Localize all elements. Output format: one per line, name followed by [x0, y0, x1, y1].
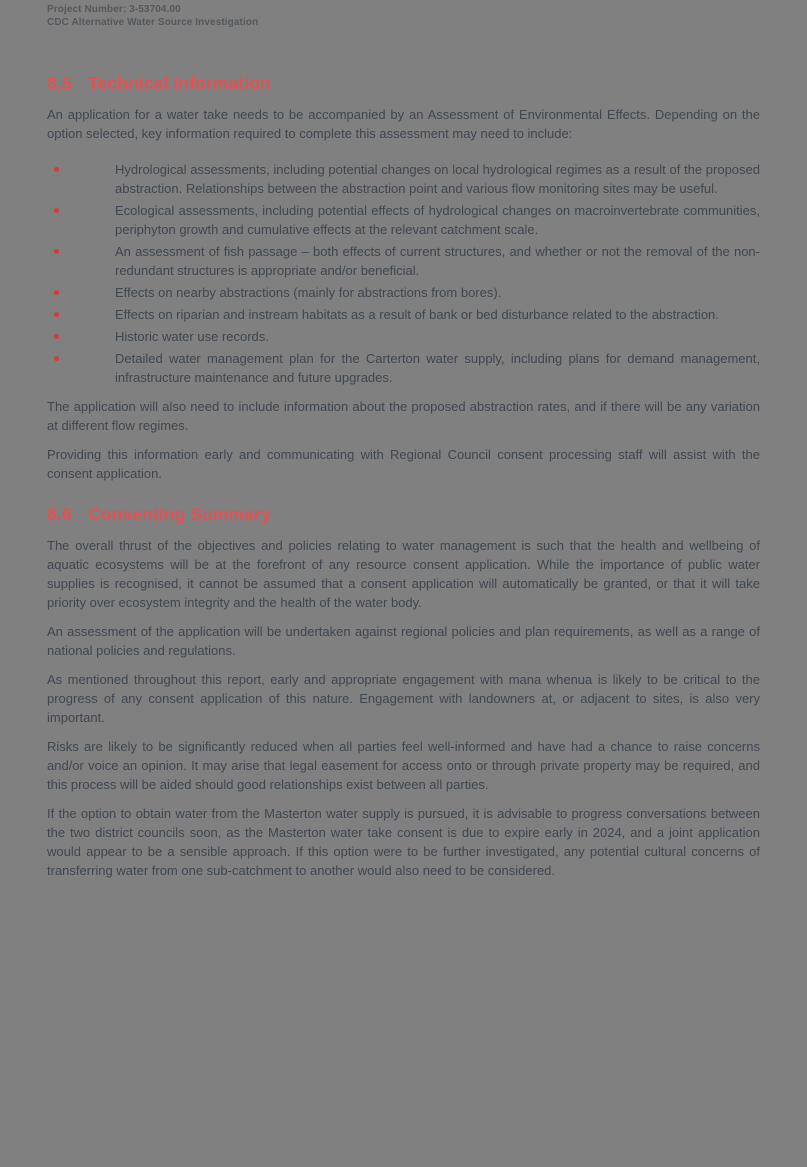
project-number: Project Number: 3-53704.00: [47, 4, 181, 15]
paragraph: Risks are likely to be significantly reduced when all parties feel well-informed and have had a chance to raise concerns and/or voice an opinion. It may arise that legal easement for access onto or through private property may be required, and this process will be aided should good relationships exist between all parties.: [47, 739, 760, 792]
bullet-list: [47, 160, 760, 387]
paragraph: Providing this information early and communicating with Regional Council consent processing staff will assist with the consent application.: [47, 447, 760, 481]
section-number: 8.5: [47, 73, 72, 93]
section-title: Technical Information: [88, 73, 271, 93]
paragraph: As mentioned throughout this report, early and appropriate engagement with mana whenua is likely to be critical to the progress of any consent application of this nature. Engagement with landowners at, or adjacent to sites, is also very important.: [47, 672, 760, 725]
bullet-item: [47, 201, 760, 239]
bullet-dot-icon: [54, 312, 59, 317]
bullet-item: [47, 160, 760, 198]
bullet-text: Hydrological assessments, including potential changes on local hydrological regimes as a result of the proposed abstraction. Relationships between the abstraction point and various flow monitoring sites may be useful.: [115, 162, 760, 196]
bullet-dot-icon: [54, 290, 59, 295]
bullet-dot-icon: [54, 356, 59, 361]
bullet-item: [47, 283, 760, 302]
bullet-item: [47, 242, 760, 280]
bullet-dot-icon: [54, 167, 59, 172]
paragraph-intro: An application for a water take needs to be accompanied by an Assessment of Environmental Effects. Depending on the option selected, key information required to complete this assessment may need to include:: [47, 107, 760, 141]
paragraph: The overall thrust of the objectives and policies relating to water management is such that the health and wellbeing of aquatic ecosystems will be at the forefront of any resource consent application. While the importance of public water supplies is recognised, it cannot be assumed that a consent application will automatically be granted, or that it will take priority over ecosystem integrity and the health of the water body.: [47, 538, 760, 610]
bullet-text: Effects on riparian and instream habitats as a result of bank or bed disturbance related to the abstraction.: [115, 307, 719, 322]
bullet-dot-icon: [54, 208, 59, 213]
bullet-dot-icon: [54, 249, 59, 254]
page-header: [47, 3, 760, 29]
document-title: CDC Alternative Water Source Investigation: [47, 17, 259, 28]
bullet-text: Historic water use records.: [115, 329, 269, 344]
bullet-item: [47, 305, 760, 324]
bullet-text: An assessment of fish passage – both effects of current structures, and whether or not the removal of the non-redundant structures is appropriate and/or beneficial.: [115, 244, 760, 278]
section-number: 8.6: [47, 504, 72, 524]
section-heading-technical-information: [47, 73, 760, 93]
section-heading-consenting-summary: [47, 504, 760, 524]
section-title: Consenting Summary: [88, 504, 271, 524]
paragraph: If the option to obtain water from the Masterton water supply is pursued, it is advisable to progress conversations between the two district councils soon, as the Masterton water take consent is due to expire early in 2024, and a joint application would appear to be a sensible approach. If this option were to be further investigated, any potential cultural concerns of transferring water from one sub-catchment to another would also need to be considered.: [47, 806, 760, 878]
bullet-item: [47, 349, 760, 387]
bullet-text: Ecological assessments, including potential effects of hydrological changes on macroinvertebrate communities, periphyton growth and cumulative effects at the relevant catchment scale.: [115, 203, 760, 237]
bullet-text: Effects on nearby abstractions (mainly for abstractions from bores).: [115, 285, 502, 300]
paragraph: An assessment of the application will be undertaken against regional policies and plan requirements, as well as a range of national policies and regulations.: [47, 624, 760, 658]
bullet-item: [47, 327, 760, 346]
bullet-dot-icon: [54, 334, 59, 339]
paragraph: The application will also need to include information about the proposed abstraction rates, and if there will be any variation at different flow regimes.: [47, 399, 760, 433]
bullet-text: Detailed water management plan for the Carterton water supply, including plans for demand management, infrastructure maintenance and future upgrades.: [115, 351, 760, 385]
